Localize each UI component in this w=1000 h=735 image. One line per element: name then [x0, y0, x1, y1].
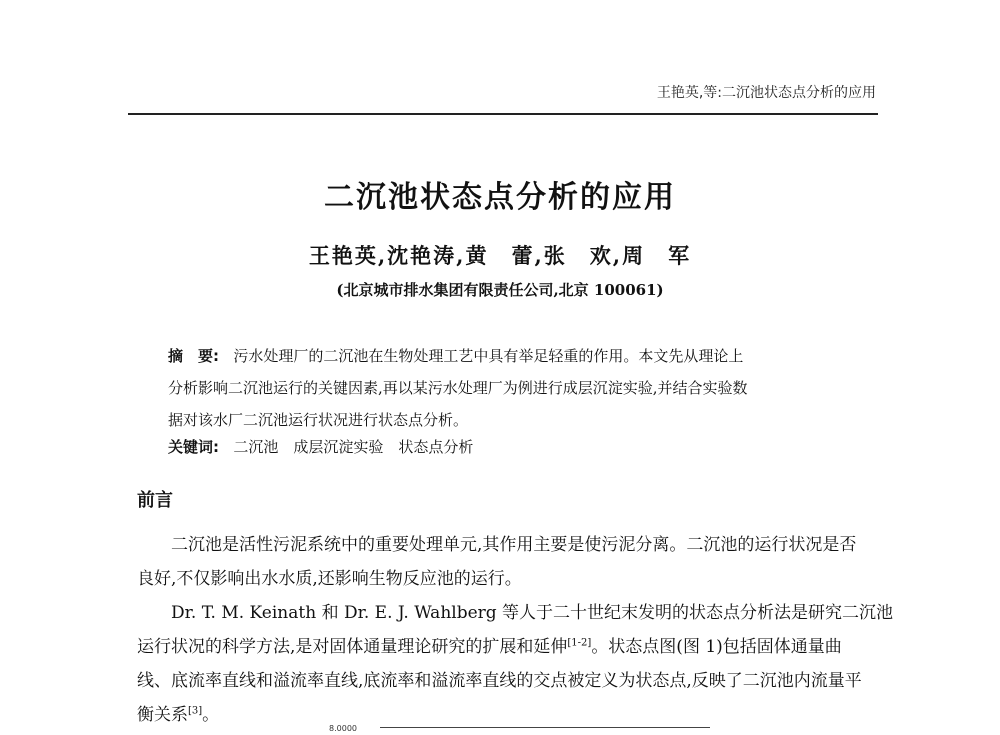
paragraph-line: Dr. T. M. Keinath 和 Dr. E. J. Wahlberg 等人于二十世纪末发明的状态点分析法是研究二沉池 [171, 603, 894, 623]
abstract-label: 摘 要: [168, 347, 219, 365]
running-header: 王艳英,等:二沉池状态点分析的应用 [656, 85, 876, 101]
keywords [168, 436, 473, 457]
section-heading: 前言 [137, 490, 173, 511]
abstract-text: 污水处理厂的二沉池在生物处理工艺中具有举足轻重的作用。本文先从理论上 [233, 347, 744, 365]
paper-title: 二沉池状态点分析的应用 [324, 180, 676, 215]
text-run: 。 [202, 705, 220, 725]
abstract-line: 据对该水厂二沉池运行状况进行状态点分析。 [168, 411, 469, 429]
paragraph-line: 线、底流率直线和溢流率直线,底流率和溢流率直线的交点被定义为状态点,反映了二沉池内流量平 [137, 671, 862, 691]
abstract-line [168, 340, 888, 372]
body-text [137, 528, 894, 732]
keywords-items: 二沉池 成层沉淀实验 状态点分析 [233, 438, 474, 456]
citation: [3] [188, 705, 203, 717]
abstract-line: 分析影响二沉池运行的关键因素,再以某污水处理厂为例进行成层沉淀实验,并结合实验数 [168, 379, 748, 397]
figure-axis-tick: 8.0000 [329, 724, 357, 733]
paragraph-line: 良好,不仅影响出水水质,还影响生物反应池的运行。 [137, 569, 522, 589]
figure-frame-top [380, 727, 710, 728]
author-list: 王艳英,沈艳涛,黄 蕾,张 欢,周 军 [308, 243, 692, 268]
affiliation: (北京城市排水集团有限责任公司,北京 100061) [336, 281, 664, 299]
citation: [1-2] [567, 637, 592, 649]
header-rule [128, 113, 878, 115]
abstract [168, 340, 888, 436]
text-run: 衡关系 [137, 705, 188, 725]
paragraph-line: 二沉池是活性污泥系统中的重要处理单元,其作用主要是使污泥分离。二沉池的运行状况是否 [171, 535, 857, 555]
paragraph-line [137, 630, 887, 664]
text-run: 运行状况的科学方法,是对固体通量理论研究的扩展和延伸 [137, 637, 568, 657]
text-run: 。状态点图(图 1)包括固体通量曲 [591, 637, 842, 657]
keywords-label: 关键词: [168, 438, 219, 456]
